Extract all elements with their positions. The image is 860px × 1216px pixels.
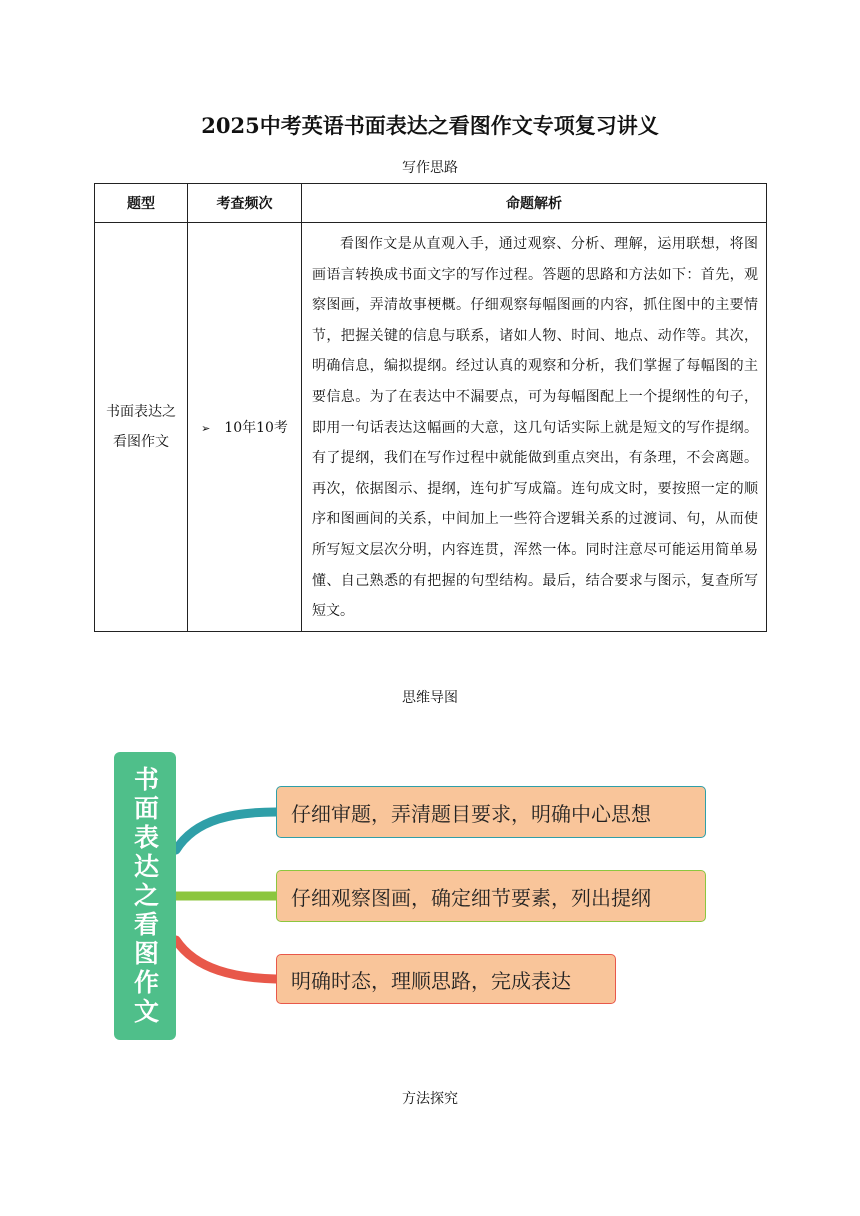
header-analysis: 命题解析 — [302, 184, 767, 223]
mind-map-central-topic — [114, 752, 176, 1040]
mind-map-node-2: 仔细观察图画，确定细节要素，列出提纲 — [276, 870, 706, 922]
table-row — [95, 223, 767, 632]
central-topic-text: 书面表达之看图作文 — [130, 765, 160, 1027]
header-type: 题型 — [95, 184, 188, 223]
frequency-value: 10年10考 — [224, 419, 288, 436]
arrow-bullet-icon: ➢ — [201, 421, 211, 435]
cell-analysis: 看图作文是从直观入手，通过观察、分析、理解，运用联想，将图画语言转换成书面文字的写作过程。答题的思路和方法如下：首先，观察图画，弄清故事梗概。仔细观察每幅图画的内容，抓住图中的主要情节，把握关键的信息与联系，诸如人物、时间、地点、动作等。其次，明确信息，编拟提纲。经过认真的观察和分析，我们掌握了每幅图的主要信息。为了在表达中不漏要点，可为每幅图配上一个提纲性的句子，即用一句话表达这幅画的大意，这几句话实际上就是短文的写作提纲。有了提纲，我们在写作过程中就能做到重点突出，有条理，不会离题。再次，依据图示、提纲，连句扩写成篇。连句成文时，要按照一定的顺序和图画间的关系，中间加上一些符合逻辑关系的过渡词、句，从而使所写短文层次分明，内容连贯，浑然一体。同时注意尽可能运用简单易懂、自己熟悉的有把握的句型结构。最后，结合要求与图示，复查所写短文。 — [302, 223, 767, 632]
connector-branch-1 — [176, 812, 276, 850]
section-writing-approach: 写作思路 — [402, 160, 458, 176]
header-frequency: 考查频次 — [188, 184, 302, 223]
mind-map-node-1: 仔细审题，弄清题目要求，明确中心思想 — [276, 786, 706, 838]
page-title: 2025中考英语书面表达之看图作文专项复习讲义 — [201, 113, 659, 138]
info-table — [94, 183, 767, 632]
section-mind-map: 思维导图 — [402, 690, 458, 706]
cell-type: 书面表达之看图作文 — [95, 223, 188, 632]
table-header-row — [95, 184, 767, 223]
mind-map — [0, 740, 860, 1050]
cell-frequency — [188, 223, 302, 632]
section-method: 方法探究 — [402, 1091, 458, 1107]
connector-branch-3 — [176, 940, 276, 979]
mind-map-node-3: 明确时态，理顺思路，完成表达 — [276, 954, 616, 1004]
